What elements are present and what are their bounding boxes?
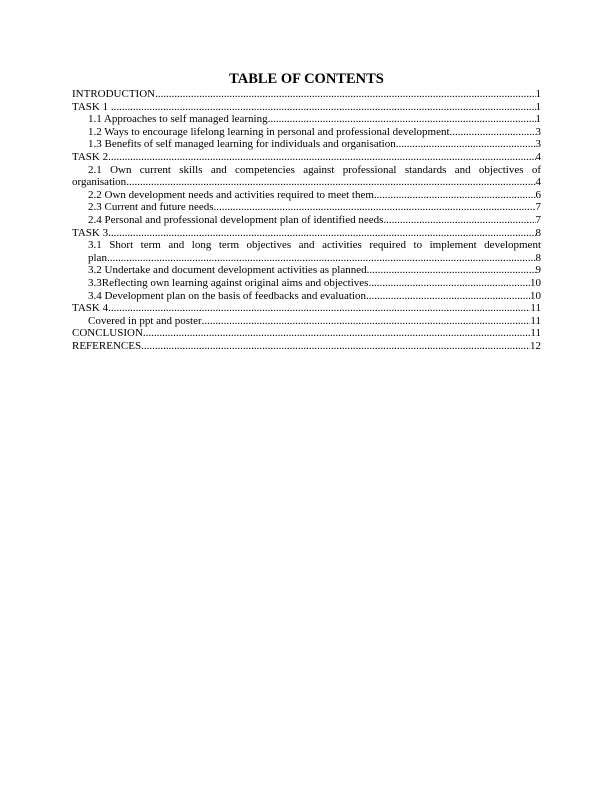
toc-entry-label-line1: 2.1 Own current skills and competencies against professional standards and objectives of — [88, 163, 541, 176]
dot-leader — [108, 227, 535, 240]
toc-entry-label: 2.3 Current and future needs — [88, 201, 214, 214]
dot-leader — [366, 290, 530, 303]
dot-leader — [107, 252, 536, 265]
toc-entry-label: Covered in ppt and poster — [88, 314, 202, 327]
dot-leader — [155, 88, 535, 101]
toc-entry-label-line2: organisation — [72, 176, 127, 189]
toc-entry-introduction[interactable] — [72, 88, 541, 101]
toc-entry-label: TASK 1 — [72, 100, 111, 113]
toc-entry-label: TASK 2 — [72, 150, 109, 163]
toc-page-number: 4 — [535, 150, 541, 163]
toc-page-number: 7 — [535, 201, 541, 214]
dot-leader — [143, 327, 531, 340]
toc-page-number: 11 — [530, 327, 541, 340]
toc-entry-label: CONCLUSION — [72, 327, 143, 340]
toc-entry-task-3[interactable] — [72, 227, 541, 240]
toc-entry-1-2[interactable] — [72, 126, 541, 139]
toc-entry-label: 2.2 Own development needs and activities required to meet them — [88, 188, 374, 201]
toc-entry-label-line2: plan — [88, 251, 107, 264]
toc-page-number: 9 — [535, 264, 541, 277]
toc-entry-label: 1.3 Benefits of self managed learning for individuals and organisation — [88, 138, 396, 151]
dot-leader — [214, 201, 536, 214]
toc-entry-task-2[interactable] — [72, 151, 541, 164]
toc-entry-label: TASK 4 — [72, 302, 109, 315]
toc-entry-3-2[interactable] — [72, 264, 541, 277]
dot-leader — [111, 101, 536, 114]
toc-page-number: 7 — [535, 213, 541, 226]
toc-page-number: 6 — [535, 188, 541, 201]
toc-page-number: 8 — [535, 226, 541, 239]
toc-entry-1-1[interactable] — [72, 113, 541, 126]
dot-leader — [202, 315, 531, 328]
toc-page-number: 8 — [535, 251, 541, 264]
toc-entry-2-3[interactable] — [72, 201, 541, 214]
toc-page-number: 1 — [535, 88, 541, 100]
toc-entry-task-4[interactable] — [72, 302, 541, 315]
dot-leader — [383, 214, 535, 227]
toc-page-number: 4 — [535, 176, 541, 189]
toc-entry-3-3[interactable] — [72, 277, 541, 290]
toc-entry-label: 3.3Reflecting own learning against original aims and objectives — [88, 276, 369, 289]
dot-leader — [126, 176, 535, 189]
toc-entry-label: 3.2 Undertake and document development activities as planned — [88, 264, 367, 277]
toc-page-number: 1 — [535, 100, 541, 113]
toc-entry-1-3[interactable] — [72, 138, 541, 151]
dot-leader — [141, 340, 530, 353]
dot-leader — [367, 264, 536, 277]
toc-page-number: 3 — [535, 138, 541, 151]
toc-entry-label: 3.4 Development plan on the basis of feedbacks and evaluation — [88, 289, 366, 302]
toc-entry-label: 1.1 Approaches to self managed learning — [88, 113, 268, 126]
toc-entry-label: REFERENCES — [72, 339, 142, 352]
dot-leader — [374, 189, 536, 202]
dot-leader — [268, 113, 536, 126]
toc-entry-task-1[interactable] — [72, 101, 541, 114]
dot-leader — [108, 302, 530, 315]
toc-entry-references[interactable] — [72, 340, 541, 353]
toc-title: TABLE OF CONTENTS — [229, 71, 384, 87]
toc-page-number: 12 — [530, 339, 541, 352]
toc-page-number: 10 — [530, 276, 541, 289]
toc-page-number: 11 — [530, 314, 541, 327]
toc-entry-task-4-covered[interactable] — [72, 315, 541, 328]
toc-page-number: 1 — [535, 113, 541, 126]
toc-entry-label: INTRODUCTION — [72, 88, 156, 100]
dot-leader — [108, 151, 535, 164]
toc-entry-2-2[interactable] — [72, 189, 541, 202]
toc-entry-conclusion[interactable] — [72, 327, 541, 340]
toc-page-number: 3 — [535, 125, 541, 138]
toc-entry-2-1[interactable] — [72, 164, 541, 189]
toc-entry-3-1[interactable] — [72, 239, 541, 264]
document-page — [72, 70, 541, 352]
toc-entry-3-4[interactable] — [72, 290, 541, 303]
toc-entry-label: 1.2 Ways to encourage lifelong learning in personal and professional development — [88, 125, 450, 138]
toc-entry-label: 2.4 Personal and professional development plan of identified needs — [88, 213, 384, 226]
toc-entry-2-4[interactable] — [72, 214, 541, 227]
dot-leader — [368, 277, 530, 290]
toc-entry-label: TASK 3 — [72, 226, 109, 239]
toc-page-number: 11 — [530, 302, 541, 315]
toc-page-number: 10 — [530, 289, 541, 302]
dot-leader — [396, 138, 536, 151]
toc-entry-label-line1: 3.1 Short term and long term objectives and activities required to implement development — [88, 239, 541, 252]
dot-leader — [450, 126, 536, 139]
table-of-contents — [72, 88, 541, 352]
